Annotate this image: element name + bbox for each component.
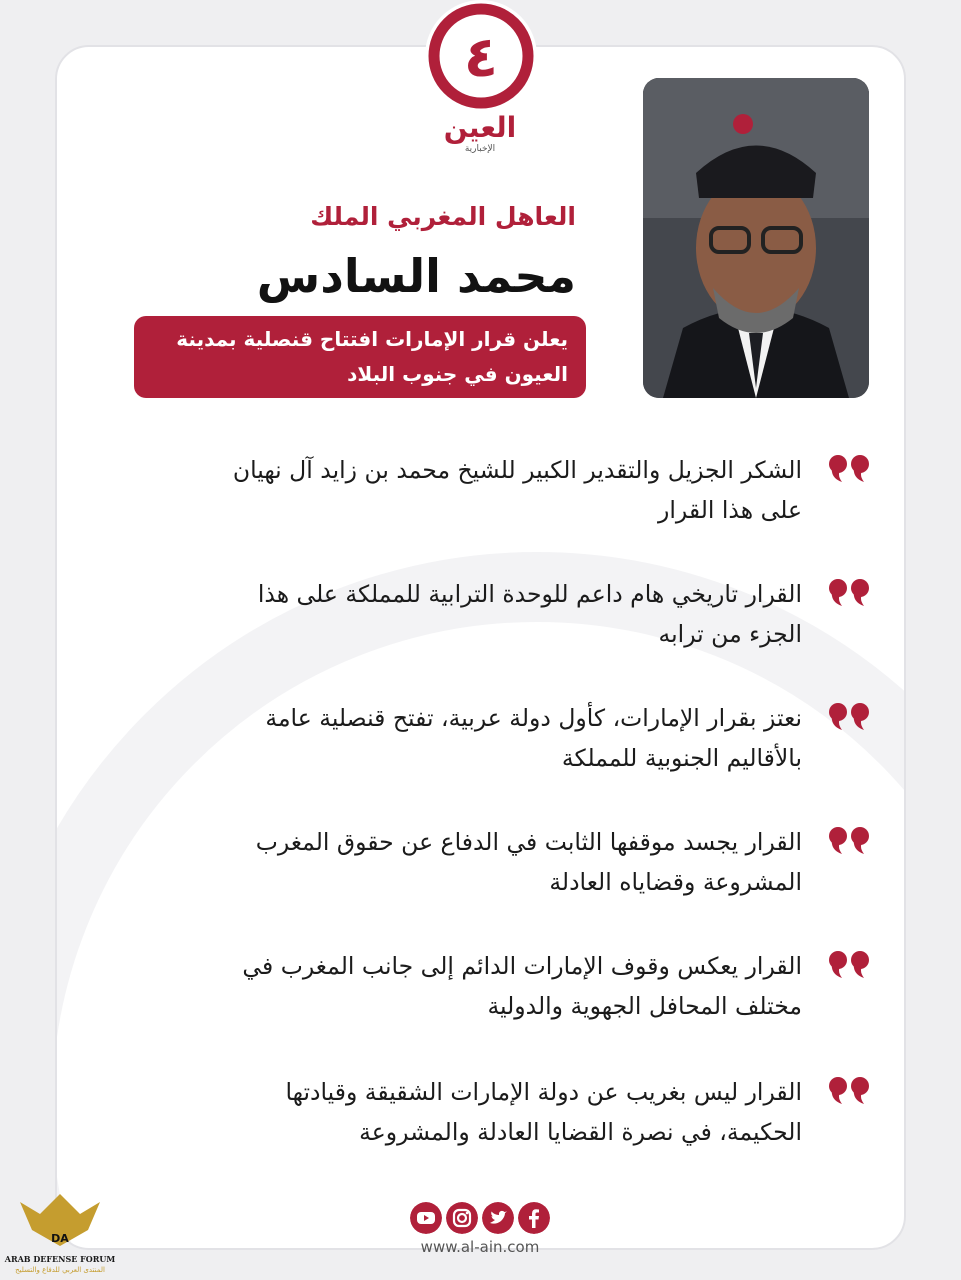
quote-line: نعتز بقرار الإمارات، كأول دولة عربية، تفتح قنصلية عامة [265, 704, 802, 732]
forum-name-en: ARAB DEFENSE FORUM [4, 1254, 116, 1264]
quote-item [60, 698, 872, 788]
quote-text [62, 822, 802, 902]
portrait-photo [643, 78, 869, 398]
quote-item [60, 1072, 872, 1162]
quote-mark-icon [828, 576, 872, 606]
quote-mark-icon [828, 824, 872, 854]
logo-ring-icon [425, 0, 537, 112]
headline-name: محمد السادس [256, 249, 576, 303]
subhead-line: العيون في جنوب البلاد [347, 362, 568, 386]
forum-initials: DA [51, 1232, 69, 1245]
logo-glyph: ٤ [463, 25, 499, 90]
quote-mark-icon [828, 948, 872, 978]
quote-text [62, 450, 802, 530]
instagram-icon[interactable] [446, 1202, 478, 1234]
brand-subtitle: الإخبارية [464, 144, 496, 154]
quote-line: الشكر الجزيل والتقدير الكبير للشيخ محمد بن زايد آل نهيان [232, 456, 802, 484]
cap-emblem-icon [733, 114, 753, 134]
quote-line: الحكيمة، في نصرة القضايا العادلة والمشروعة [359, 1118, 802, 1146]
quote-line: مختلف المحافل الجهوية والدولية [487, 992, 802, 1020]
brand-logo [425, 0, 537, 112]
quote-line: القرار ليس بغريب عن دولة الإمارات الشقيقة وقيادتها [285, 1078, 802, 1106]
quote-item [60, 574, 872, 664]
quote-line: الجزء من ترابه [658, 620, 802, 648]
quote-mark-icon [828, 1074, 872, 1104]
quote-text [62, 698, 802, 778]
quote-line: على هذا القرار [657, 496, 802, 524]
website-url[interactable]: www.al-ain.com [420, 1238, 540, 1256]
subhead-line: يعلن قرار الإمارات افتتاح قنصلية بمدينة [176, 327, 568, 351]
forum-name-ar: المنتدى العربي للدفاع والتسليح [15, 1266, 105, 1274]
headline-kicker: العاهل المغربي الملك [310, 202, 576, 231]
youtube-icon[interactable] [410, 1202, 442, 1234]
quote-text [62, 574, 802, 654]
quote-mark-icon [828, 700, 872, 730]
quote-line: بالأقاليم الجنوبية للمملكة [561, 744, 802, 772]
forum-logo [4, 1190, 116, 1278]
quote-line: القرار تاريخي هام داعم للوحدة الترابية للمملكة على هذا [257, 580, 802, 608]
quote-line: القرار يجسد موقفها الثابت في الدفاع عن حقوق المغرب [255, 828, 802, 856]
quote-text [62, 1072, 802, 1152]
quote-item [60, 822, 872, 912]
facebook-icon[interactable] [518, 1202, 550, 1234]
quote-line: المشروعة وقضاياه العادلة [549, 868, 802, 896]
brand-name: العين [443, 111, 517, 144]
quote-text [62, 946, 802, 1026]
subhead-banner [134, 316, 586, 398]
quote-mark-icon [828, 452, 872, 482]
quote-line: القرار يعكس وقوف الإمارات الدائم إلى جانب المغرب في [242, 952, 802, 980]
twitter-icon[interactable] [482, 1202, 514, 1234]
quote-item [60, 450, 872, 540]
quote-item [60, 946, 872, 1036]
